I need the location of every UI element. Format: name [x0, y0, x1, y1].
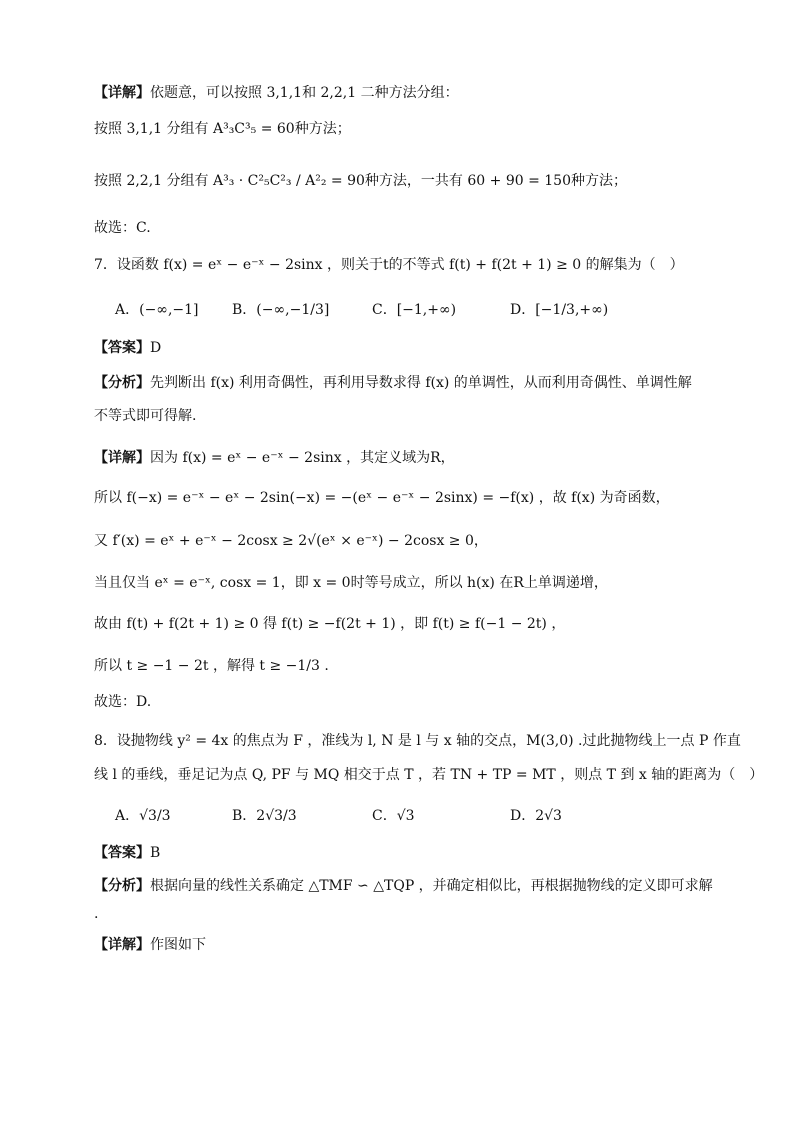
- q8-option-a: A．√3/3: [115, 808, 171, 824]
- detail-7: [94, 448, 704, 468]
- detail-7-line-4: 当且仅当 eˣ = e⁻ˣ, cosx = 1，即 x = 0时等号成立，所以 h(x) 在R上单调递增，: [94, 575, 608, 591]
- detail-7-line-7: 故选：D.: [94, 694, 152, 710]
- answer-tag: 【答案】: [94, 845, 150, 861]
- analysis-7: [94, 373, 704, 393]
- answer-text: B: [150, 845, 161, 861]
- q7-option-b: B．(−∞,−1/3]: [232, 302, 330, 318]
- answer-7: [94, 338, 704, 358]
- detail-text: 作图如下: [150, 937, 206, 953]
- grouping-line-2: 按照 2,2,1 分组有 A³₃ · C²₅C²₃ / A²₂ = 90种方法，一共有 60 + 90 = 150种方法；: [94, 173, 627, 189]
- answer-text: D: [150, 340, 162, 356]
- analysis-tag: 【分析】: [94, 375, 150, 391]
- detail-text: 依题意，可以按照 3,1,1和 2,2,1 二种方法分组：: [150, 85, 459, 101]
- detail-tag: 【详解】: [94, 937, 150, 953]
- detail-8: [94, 935, 704, 955]
- detail-7-line-3: 又 f′(x) = eˣ + e⁻ˣ − 2cosx ≥ 2√(eˣ × e⁻ˣ) − 2cosx ≥ 0，: [94, 533, 488, 549]
- answer-tag: 【答案】: [94, 340, 150, 356]
- question-8-line-1: 8．设抛物线 y² = 4x 的焦点为 F ，准线为 l, N 是 l 与 x 轴的交点，M(3,0) .过此抛物线上一点 P 作直: [94, 733, 741, 749]
- analysis-text: 根据向量的线性关系确定 △TMF ∽ △TQP ，并确定相似比，再根据抛物线的定义即可求解: [150, 878, 713, 894]
- analysis-tag: 【分析】: [94, 878, 150, 894]
- detail-7-line-6: 所以 t ≥ −1 − 2t ，解得 t ≥ −1/3 .: [94, 658, 329, 674]
- q7-option-a: A．(−∞,−1]: [115, 302, 199, 318]
- grouping-line-1: 按照 3,1,1 分组有 A³₃C³₅ = 60种方法；: [94, 121, 351, 137]
- question-8-line-2: 线 l 的垂线，垂足记为点 Q, PF 与 MQ 相交于点 T ，若 TN + TP = MT ，则点 T 到 x 轴的距离为（ ）: [94, 767, 764, 783]
- q7-option-c: C．[−1,+∞): [372, 302, 457, 318]
- analysis-8: [94, 876, 713, 896]
- q8-option-b: B．2√3/3: [232, 808, 297, 824]
- detail-7-line-5: 故由 f(t) + f(2t + 1) ≥ 0 得 f(t) ≥ −f(2t + 1) ，即 f(t) ≥ f(−1 − 2t) ，: [94, 616, 566, 632]
- q7-option-d: D．[−1/3,+∞): [510, 302, 609, 318]
- q8-option-c: C．√3: [372, 808, 415, 824]
- analysis-text: 先判断出 f(x) 利用奇偶性，再利用导数求得 f(x) 的单调性，从而利用奇偶性、单调性解: [150, 375, 692, 391]
- detail-tag: 【详解】: [94, 450, 150, 466]
- analysis-8-cont: .: [94, 906, 99, 922]
- answer-8: [94, 843, 704, 863]
- choice-line: 故选：C.: [94, 220, 151, 236]
- detail-7-line-2: 所以 f(−x) = e⁻ˣ − eˣ − 2sin(−x) = −(eˣ − e⁻ˣ − 2sinx) = −f(x) ，故 f(x) 为奇函数，: [94, 490, 670, 506]
- detail-line: [94, 83, 704, 103]
- detail-tag: 【详解】: [94, 85, 150, 101]
- q8-option-d: D．2√3: [510, 808, 562, 824]
- detail-text: 因为 f(x) = eˣ − e⁻ˣ − 2sinx ，其定义域为R，: [150, 450, 455, 466]
- question-7: 7．设函数 f(x) = eˣ − e⁻ˣ − 2sinx ，则关于t的不等式 f(t) + f(2t + 1) ≥ 0 的解集为（ ）: [94, 257, 684, 273]
- analysis-7-cont: 不等式即可得解.: [94, 408, 197, 424]
